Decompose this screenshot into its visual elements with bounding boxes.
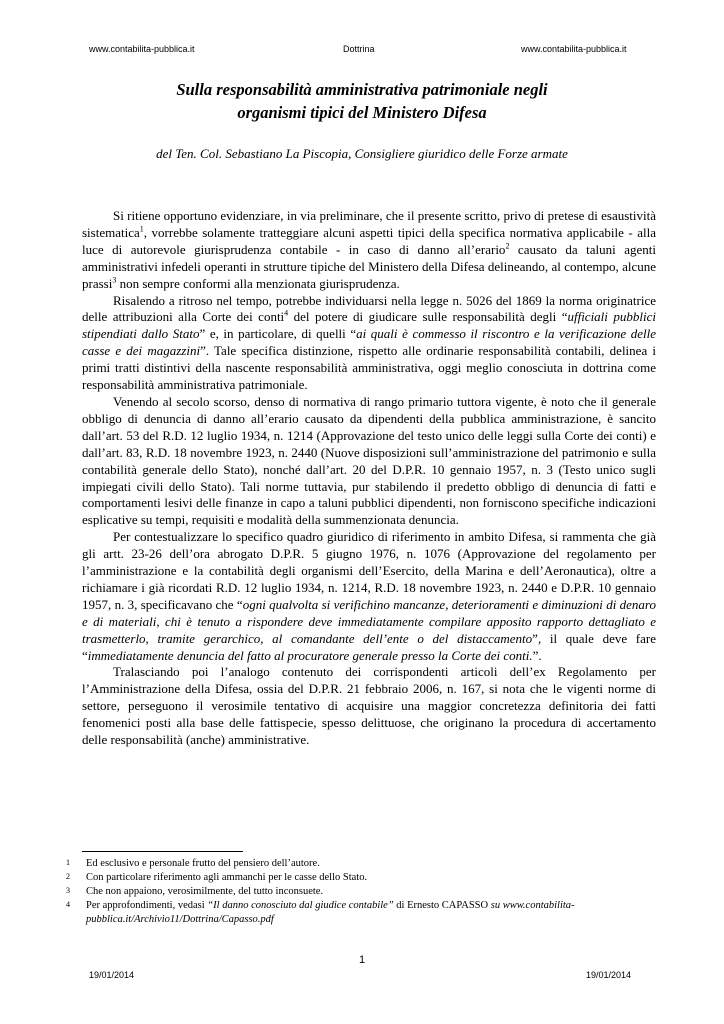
footnote-ref-1: 1 xyxy=(139,224,144,234)
footnote-number: 3 xyxy=(66,886,70,895)
footnote-3 xyxy=(66,885,660,899)
header-website-right: www.contabilita-pubblica.it xyxy=(521,44,627,54)
paragraph-4-quote-2: immediatamente denuncia del fatto al procuratore generale presso la Corte dei conti. xyxy=(87,647,533,663)
header-website-left: www.contabilita-pubblica.it xyxy=(89,44,195,54)
footnote-text: Ed esclusivo e personale frutto del pensiero dell’autore. xyxy=(86,858,320,869)
paragraph-5: Tralasciando poi l’analogo contenuto dei corrispondenti articoli dell’ex Regolamento per l’Amministrazione della Difesa, ossia del D.P.R. 21 febbraio 2006, n. 167, si nota che le vigenti norme di settore, perseguono il verosimile tentativo di acquisire una maggior concretezza definitoria dei fatti fenomenici posti alla base delle fattispecie, spesso delittuose, che originano la procedura di accertamento delle responsabilità (anche) amministrative. xyxy=(82,664,656,748)
footnote-4-link[interactable]: su www.contabilita-pubblica.it/Archivio11/Dottrina/Capasso.pdf xyxy=(86,900,575,925)
header-section-label: Dottrina xyxy=(343,44,375,54)
footnote-4 xyxy=(66,899,660,927)
footnote-1 xyxy=(66,857,660,871)
paragraph-4-text-c: ”, il quale deve fare “ xyxy=(82,630,657,663)
footnote-number: 2 xyxy=(66,872,70,881)
paragraph-4 xyxy=(82,529,656,664)
footnote-number: 1 xyxy=(66,858,70,867)
paragraph-4-text-e: ”. xyxy=(532,647,542,663)
paragraph-4-text-a: Per contestualizzare lo specifico quadro giuridico di riferimento in ambito Difesa, si rammenta che già gli artt. 23-26 dell’ora abrogato D.P.R. 5 giugno 1976, n. 1076 (Approvazione del regolamento per l’amministrazione e la contabilità degli organismi dell’Esercito, della Marina e dell’Aeronautica), oltre a richiamare i già ricordati R.D. 12 luglio 1934, n. 1214, R.D. 18 novembre 1923, n. 2440 e D.P.R. 10 gennaio 1957, n. 3, specificavano che “ xyxy=(82,529,656,612)
footnote-text: Con particolare riferimento agli ammanchi per le casse dello Stato. xyxy=(86,872,368,883)
footnote-ref-2: 2 xyxy=(505,241,510,251)
paragraph-2-text-f: ”. Tale specifica distinzione, rispetto alle ordinarie responsabilità contabili, delinea i primi tratti distintivi della nascente responsabilità amministrativa, oggi meglio conosciuta in dottrina come responsabilità amministrativa patrimoniale. xyxy=(82,343,656,393)
paragraph-2-quote-1: ufficiali pubblici stipendiati dallo Stato xyxy=(82,309,657,342)
paragraph-2 xyxy=(82,293,656,394)
paragraph-1 xyxy=(82,208,656,293)
document-body xyxy=(82,208,656,749)
paragraph-1-text-d: non sempre conformi alla menzionata giurisprudenza. xyxy=(116,275,400,291)
title-line-1: Sulla responsabilità amministrativa patrimoniale negli xyxy=(176,80,548,99)
footer-date-right: 19/01/2014 xyxy=(586,970,632,980)
title-line-2: organismi tipici del Ministero Difesa xyxy=(237,103,487,122)
footnote-text xyxy=(86,899,660,927)
footnote-ref-3: 3 xyxy=(112,275,117,285)
document-title xyxy=(86,78,638,124)
paragraph-1-text-b: , vorrebbe solamente tratteggiare alcuni aspetti tipici della specifica normativa applicabile - alla luce di autorevole giurisprudenza contabile - in caso di danno all’erario xyxy=(82,224,656,257)
footnote-2 xyxy=(66,871,660,885)
paragraph-2-text-d: ” e, in particolare, di quelli “ xyxy=(199,326,357,342)
footnote-separator xyxy=(82,851,243,852)
footnote-number: 4 xyxy=(66,900,70,909)
paragraph-4-quote-1: ogni qualvolta si verifichino mancanze, deterioramenti e diminuzioni di denaro e di materiali, chi è tenuto a rispondere deve immediatamente compilare apposito rapporto dettagliato e trasmetterlo, tramite gerarchico, al comandante dell’ente o del distaccamento xyxy=(82,596,656,646)
paragraph-1-text-a: Si ritiene opportuno evidenziare, in via preliminare, che il presente scritto, privo di pretese di esaustività sistematica xyxy=(82,208,656,240)
footnotes xyxy=(66,857,660,927)
paragraph-2-quote-2: ai quali è commesso il riscontro e la verificazione delle casse e dei magazzini xyxy=(82,326,656,359)
footnote-ref-4: 4 xyxy=(284,309,289,319)
page-number: 1 xyxy=(358,954,366,966)
footnote-text: Che non appaiono, verosimilmente, del tutto inconsuete. xyxy=(86,886,324,897)
paragraph-3: Venendo al secolo scorso, denso di normativa di rango primario tuttora vigente, è noto che il generale obbligo di denuncia di danno all’erario causato da dipendenti della pubblica amministrazione, è sancito dall’art. 53 del R.D. 12 luglio 1934, n. 1214 (Approvazione del testo unico delle leggi sulla Corte dei conti) e dall’art. 83, R.D. 18 novembre 1923, n. 2440 (Nuove disposizioni sull’amministrazione del patrimonio e sulla contabilità generale dello Stato), nonché dall’art. 20 del D.P.R. 10 gennaio 1957, n. 3 (Testo unico sugli impiegati civili dello Stato). Tali norme tuttavia, pur stabilendo il predetto obbligo di denuncia di fatti e comportamenti lesivi delle finanze in capo a taluni pubblici dipendenti, non forniscono specifiche indicazioni esplicative su tempi, requisiti e modalità della summenzionata denuncia. xyxy=(82,393,656,528)
footnote-4-text-a: Per approfondimenti, vedasi xyxy=(86,900,208,911)
paragraph-2-text-a: Risalendo a ritroso nel tempo, potrebbe individuarsi nella legge n. 5026 del 1869 la norma originatrice delle attribuzioni alla Corte dei conti xyxy=(82,292,656,325)
paragraph-2-text-b: del potere di giudicare sulle responsabilità degli “ xyxy=(288,309,568,325)
footnote-4-text-c: di Ernesto CAPASSO xyxy=(393,900,491,911)
footer-date-left: 19/01/2014 xyxy=(89,970,135,980)
footnote-4-cited-title: “Il danno conosciuto dal giudice contabile” xyxy=(207,900,394,911)
paragraph-1-text-c: causato da taluni agenti amministrativi infedeli operanti in strutture tipiche del Ministero della Difesa delineando, al contempo, alcune prassi xyxy=(82,241,656,291)
author-line: del Ten. Col. Sebastiano La Piscopia, Consigliere giuridico delle Forze armate xyxy=(156,146,568,161)
